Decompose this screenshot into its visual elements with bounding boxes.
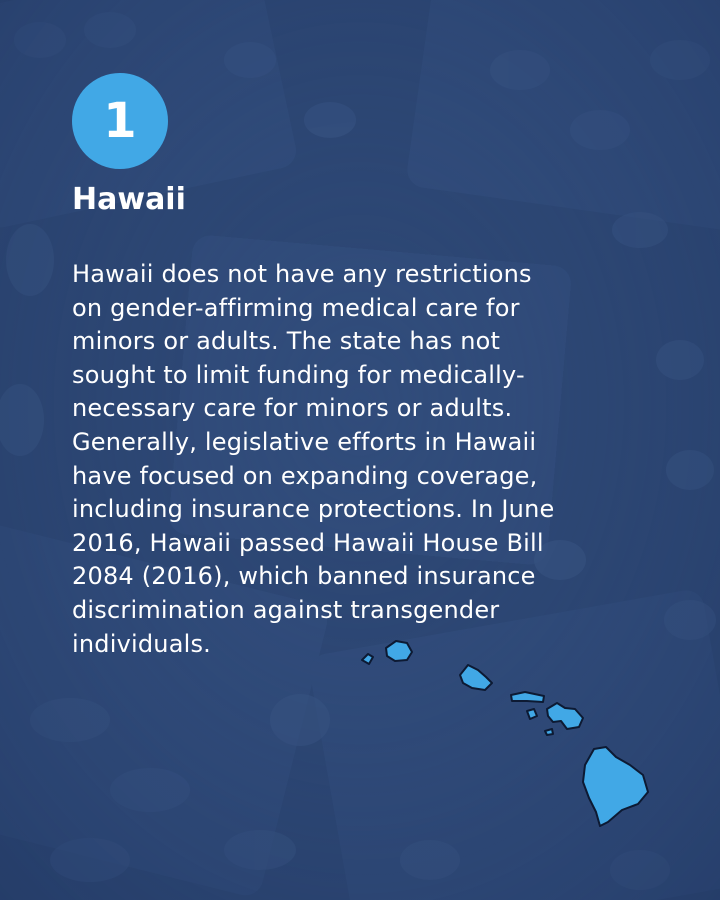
step-number-badge: 1 bbox=[72, 73, 168, 169]
hawaii-islands-map-icon bbox=[355, 635, 655, 835]
description-line: sought to limit funding for medically- bbox=[72, 360, 525, 389]
description-line: Hawaii does not have any restrictions bbox=[72, 260, 532, 288]
description-text bbox=[72, 258, 672, 661]
description-line: have focused on expanding coverage, bbox=[72, 461, 538, 490]
description-line: 2016, Hawaii passed Hawaii House Bill bbox=[72, 528, 544, 557]
description-line: Generally, legislative efforts in Hawaii bbox=[72, 427, 537, 456]
description-line: necessary care for minors or adults. bbox=[72, 394, 513, 423]
description-line: 2084 (2016), which banned insurance bbox=[72, 562, 536, 591]
description-line: including insurance protections. In June bbox=[72, 495, 555, 524]
description-line: on gender-affirming medical care for bbox=[72, 293, 520, 322]
description-line: discrimination against transgender bbox=[72, 595, 500, 624]
state-title: Hawaii bbox=[72, 182, 186, 217]
description-line: minors or adults. The state has not bbox=[72, 327, 501, 356]
description-line: individuals. bbox=[72, 629, 212, 658]
